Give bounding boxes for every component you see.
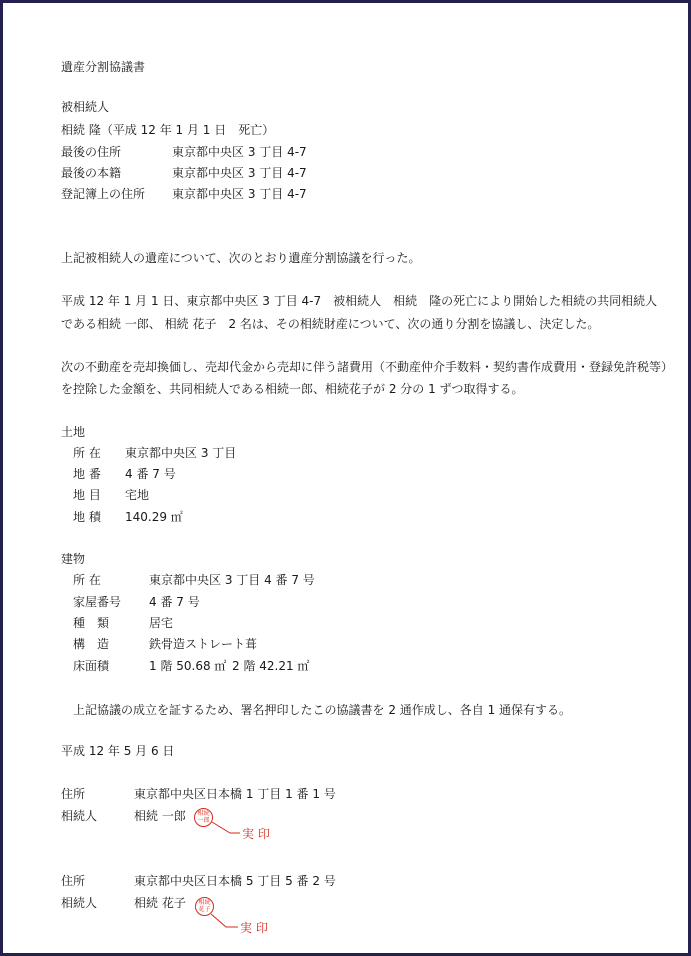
closing-statement: 上記協議の成立を証するため、署名押印したこの協議書を 2 通作成し、各自 1 通保有する。 [73,703,572,717]
paragraph-intro: 上記被相続人の遺産について、次のとおり遺産分割協議を行った。 [61,251,421,265]
decedent-name: 相続 隆（平成 12 年 1 月 1 日 死亡） [61,123,275,137]
heir1-name-label: 相続人 [61,809,98,823]
building-heading: 建物 [61,552,86,566]
heir2-seal-label: 実 印 [240,921,268,935]
paragraph-inheritance-line2: である相続 一郎、 相続 花子 2 名は、その相続財産について、次の通り分割を協議し、決定した。 [61,317,600,331]
land-lot-value: 4 番 7 号 [125,467,176,481]
paragraph-inheritance-line1: 平成 12 年 1 月 1 日、東京都中央区 3 丁目 4-7 被相続人 相続 隆の死亡により開始した相続の共同相続人 [61,294,658,308]
building-structure-label: 構 造 [73,637,110,651]
heir1-address-label: 住所 [61,787,86,801]
heir1-name: 相続 一郎 [134,809,186,823]
land-location-label: 所 在 [73,446,101,460]
paragraph-sale-line1: 次の不動産を売却換価し、売却代金から売却に伴う諸費用（不動産仲介手数料・契約書作成費用・登録免許税等） [61,360,674,374]
building-type-value: 居宅 [149,616,174,630]
heir2-seal-stamp: 相続花子 [195,897,214,916]
building-number-value: 4 番 7 号 [149,595,200,609]
decedent-last-address-label: 最後の住所 [61,145,122,159]
land-lot-label: 地 番 [73,467,101,481]
heir1-seal-stamp: 相続一郎 [194,808,213,827]
building-structure-value: 鉄骨造ストレート葺 [149,637,258,651]
building-floor-area-label: 床面積 [73,659,110,673]
heir2-name: 相続 花子 [134,896,186,910]
decedent-registry-address-label: 登記簿上の住所 [61,187,146,201]
building-number-label: 家屋番号 [73,595,122,609]
heir1-address: 東京都中央区日本橋 1 丁目 1 番 1 号 [134,787,336,801]
land-heading: 土地 [61,425,86,439]
heir2-address-label: 住所 [61,874,86,888]
decedent-domicile-value: 東京都中央区 3 丁目 4-7 [172,166,307,180]
decedent-registry-address-value: 東京都中央区 3 丁目 4-7 [172,187,307,201]
paragraph-sale-line2: を控除した金額を、共同相続人である相続一郎、相続花子が 2 分の 1 ずつ取得する。 [61,382,524,396]
decedent-heading: 被相続人 [61,100,110,114]
land-category-value: 宅地 [125,488,150,502]
land-area-value: 140.29 ㎡ [125,510,183,524]
land-category-label: 地 目 [73,488,101,502]
heir1-seal-label: 実 印 [242,827,270,841]
agreement-date: 平成 12 年 5 月 6 日 [61,744,175,758]
building-location-label: 所 在 [73,573,101,587]
land-area-label: 地 積 [73,510,101,524]
heir2-name-label: 相続人 [61,896,98,910]
document-title: 遺産分割協議書 [61,60,146,74]
decedent-last-address-value: 東京都中央区 3 丁目 4-7 [172,145,307,159]
land-location-value: 東京都中央区 3 丁目 [125,446,237,460]
building-type-label: 種 類 [73,616,110,630]
heir2-address: 東京都中央区日本橋 5 丁目 5 番 2 号 [134,874,336,888]
building-floor-area-value-1: 1 階 50.68 ㎡ [149,659,227,673]
building-floor-area-value-2: 2 階 42.21 ㎡ [232,659,310,673]
building-location-value: 東京都中央区 3 丁目 4 番 7 号 [149,573,315,587]
decedent-domicile-label: 最後の本籍 [61,166,122,180]
